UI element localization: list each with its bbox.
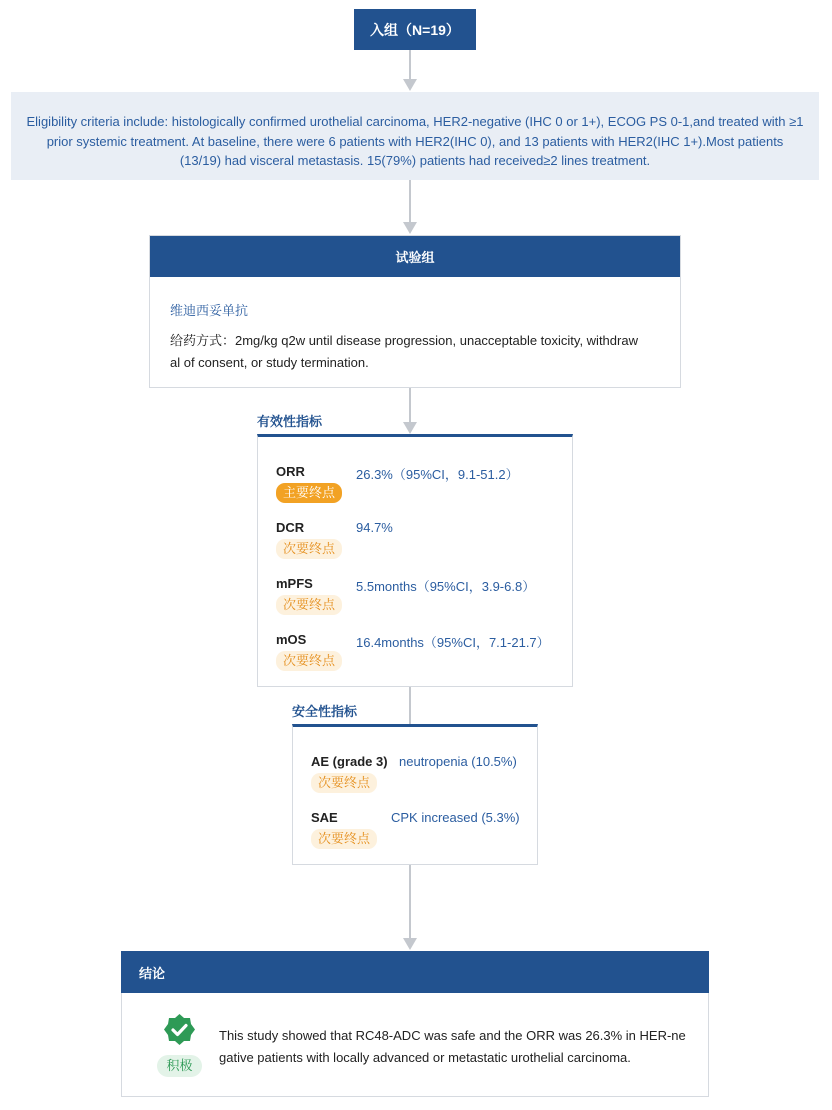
secondary-endpoint-badge: 次要终点 [311, 829, 377, 849]
conclusion-body [121, 993, 709, 1097]
secondary-endpoint-badge: 次要终点 [276, 539, 342, 559]
trial-group-header [150, 236, 680, 277]
efficacy-row-label: DCR [276, 520, 305, 535]
secondary-endpoint-badge: 次要终点 [276, 595, 342, 615]
connector-line [409, 388, 411, 423]
conclusion-title: 结论 [139, 965, 166, 981]
connector-line [409, 180, 411, 223]
safety-panel [292, 724, 538, 865]
check-shield-icon [163, 1013, 196, 1046]
safety-row-label: SAE [311, 810, 338, 825]
secondary-endpoint-badge: 次要终点 [276, 651, 342, 671]
conclusion-line-2: gative patients with locally advanced or metastatic urothelial carcinoma. [219, 1050, 631, 1065]
safety-row-label: AE (grade 3) [311, 754, 388, 769]
efficacy-row-value: 26.3%（95%CI，9.1-51.2） [356, 467, 519, 482]
trial-group-box [149, 235, 681, 388]
enrollment-box [354, 9, 476, 50]
arrow-down-icon [403, 222, 417, 234]
arrow-down-icon [403, 79, 417, 91]
enrollment-label: 入组（N=19） [370, 21, 460, 38]
safety-section-title: 安全性指标 [292, 704, 358, 719]
efficacy-row-label: mPFS [276, 576, 313, 591]
drug-name: 维迪西妥单抗 [170, 303, 249, 318]
efficacy-row-label: ORR [276, 464, 305, 479]
efficacy-row-value: 5.5months（95%CI，3.9-6.8） [356, 579, 536, 594]
arrow-down-icon [403, 422, 417, 434]
trial-group-title: 试验组 [395, 250, 435, 265]
safety-row-value: CPK increased (5.3%) [391, 810, 520, 825]
conclusion-header [121, 951, 709, 993]
positive-badge: 积极 [157, 1055, 202, 1077]
arrow-down-icon [403, 938, 417, 950]
efficacy-panel [257, 434, 573, 687]
conclusion-text [219, 1025, 699, 1069]
connector-line [409, 865, 411, 939]
eligibility-criteria-text: Eligibility criteria include: histologically confirmed urothelial carcinoma, HER2-negative (IHC 0 or 1+), ECOG PS 0-1,and treated with ≥1 prior systemic treatment. At baseline, there were 6 patients with HER2(IHC 0), and 13 patients with HER2(IHC 1+).Most patients (13/19) had visceral metastasis. 15(79%) patients had received≥2 lines treatment. [26, 114, 804, 168]
efficacy-row-value: 94.7% [356, 520, 393, 535]
connector-line [409, 687, 411, 724]
primary-endpoint-badge: 主要终点 [276, 483, 342, 503]
efficacy-section-title: 有效性指标 [257, 414, 323, 429]
connector-line [409, 50, 411, 80]
dosing-regimen [170, 330, 670, 374]
safety-row-value: neutropenia (10.5%) [399, 754, 517, 769]
dosing-line-2: al of consent, or study termination. [170, 355, 369, 370]
conclusion-line-1: This study showed that RC48-ADC was safe and the ORR was 26.3% in HER-ne [219, 1028, 686, 1043]
efficacy-row-value: 16.4months（95%CI，7.1-21.7） [356, 635, 550, 650]
dosing-line-1: 给药方式：2mg/kg q2w until disease progression, unacceptable toxicity, withdraw [170, 333, 638, 348]
secondary-endpoint-badge: 次要终点 [311, 773, 377, 793]
eligibility-criteria-box [11, 92, 819, 180]
efficacy-row-label: mOS [276, 632, 307, 647]
